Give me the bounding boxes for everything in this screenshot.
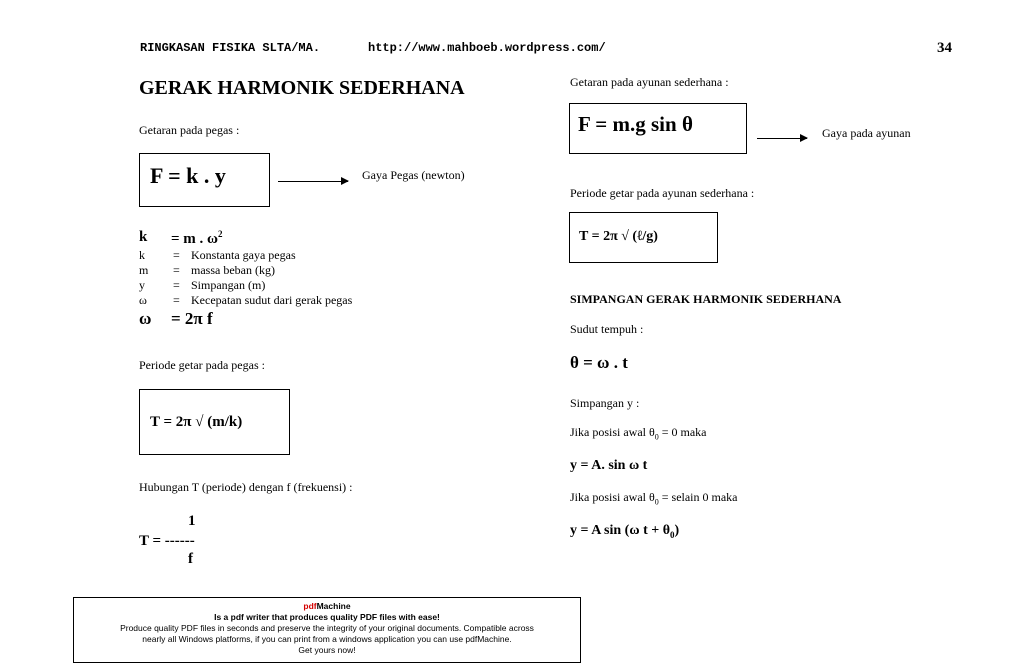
pendulum-formula-box <box>569 103 747 154</box>
header-title: RINGKASAN FISIKA SLTA/MA. <box>140 41 321 55</box>
definitions-list <box>139 248 439 308</box>
omega-rhs: = 2π f <box>171 309 213 328</box>
relation-caption: Hubungan T (periode) dengan f (frekuensi) : <box>139 480 353 494</box>
def-eq: = <box>173 278 180 292</box>
def-eq: = <box>173 293 180 307</box>
def-sym: y <box>139 278 145 292</box>
case2-caption: Jika posisi awal $\theta_0$ = selain 0 maka <box>570 490 738 507</box>
section-heading: GERAK HARMONIK SEDERHANA <box>139 77 465 99</box>
spring-formula: F = k . y <box>150 163 226 188</box>
footer-line3: nearly all Windows platforms, if you can print from a windows application you can use pdfMachine. <box>142 634 512 644</box>
displacement-caption: Simpangan y : <box>570 396 640 410</box>
period-caption: Periode getar pada pegas : <box>139 358 265 372</box>
relation-numerator: 1 <box>188 513 196 529</box>
arrow-icon <box>278 181 348 182</box>
shm-heading: SIMPANGAN GERAK HARMONIK SEDERHANA <box>570 292 842 306</box>
def-eq: = <box>173 263 180 277</box>
footer-line2: Produce quality PDF files in seconds and preserve the integrity of your original documents. Compatible across <box>120 623 534 633</box>
pdfmachine-footer <box>73 597 581 663</box>
period-formula: T = 2π √ (m/k) <box>150 414 243 430</box>
header-url[interactable]: http://www.mahboeb.wordpress.com/ <box>368 41 606 55</box>
def-desc: Kecepatan sudut dari gerak pegas <box>191 293 353 307</box>
def-sym: ω <box>139 293 147 307</box>
k-formula-rhs: = m . $\omega^2$ <box>171 229 223 247</box>
spring-formula-box <box>139 153 270 207</box>
def-desc: massa beban (kg) <box>191 263 275 277</box>
pendulum-period-formula: T = 2π √ (ℓ/g) <box>579 229 658 244</box>
def-desc: Konstanta gaya pegas <box>191 248 296 262</box>
angle-formula: θ = ω . t <box>570 353 628 372</box>
pendulum-formula: F = m.g sin θ <box>578 112 693 136</box>
period-formula-box <box>139 389 290 455</box>
relation-denominator: f <box>188 551 193 567</box>
spring-force-label: Gaya Pegas (newton) <box>362 168 465 182</box>
arrow-icon <box>757 138 807 139</box>
case1-caption: Jika posisi awal $\theta_0 = 0$ maka <box>570 425 707 442</box>
spring-caption: Getaran pada pegas : <box>139 123 240 137</box>
page-number: 34 <box>937 40 952 56</box>
case1-formula: y = A. sin ω t <box>570 458 648 473</box>
case2-formula: y = A sin (ω $t + \theta_0$) <box>570 523 680 540</box>
footer-get-link[interactable]: Get yours now! <box>298 645 356 655</box>
def-desc: Simpangan (m) <box>191 278 266 292</box>
k-formula-lhs: k <box>139 229 148 245</box>
def-eq: = <box>173 248 180 262</box>
pendulum-period-box <box>569 212 718 263</box>
pendulum-period-caption: Periode getar pada ayunan sederhana : <box>570 186 755 200</box>
omega-lhs: ω <box>139 309 152 328</box>
relation-formula: T = ------ <box>139 533 195 549</box>
def-sym: m <box>139 263 149 277</box>
pdfmachine-logo[interactable]: pdfMachine <box>303 601 351 611</box>
pendulum-force-label: Gaya pada ayunan <box>822 126 911 140</box>
footer-tagline: Is a pdf writer that produces quality PDF files with ease! <box>214 612 440 622</box>
angle-caption: Sudut tempuh : <box>570 322 644 336</box>
def-sym: k <box>139 248 145 262</box>
pendulum-caption: Getaran pada ayunan sederhana : <box>570 75 729 89</box>
